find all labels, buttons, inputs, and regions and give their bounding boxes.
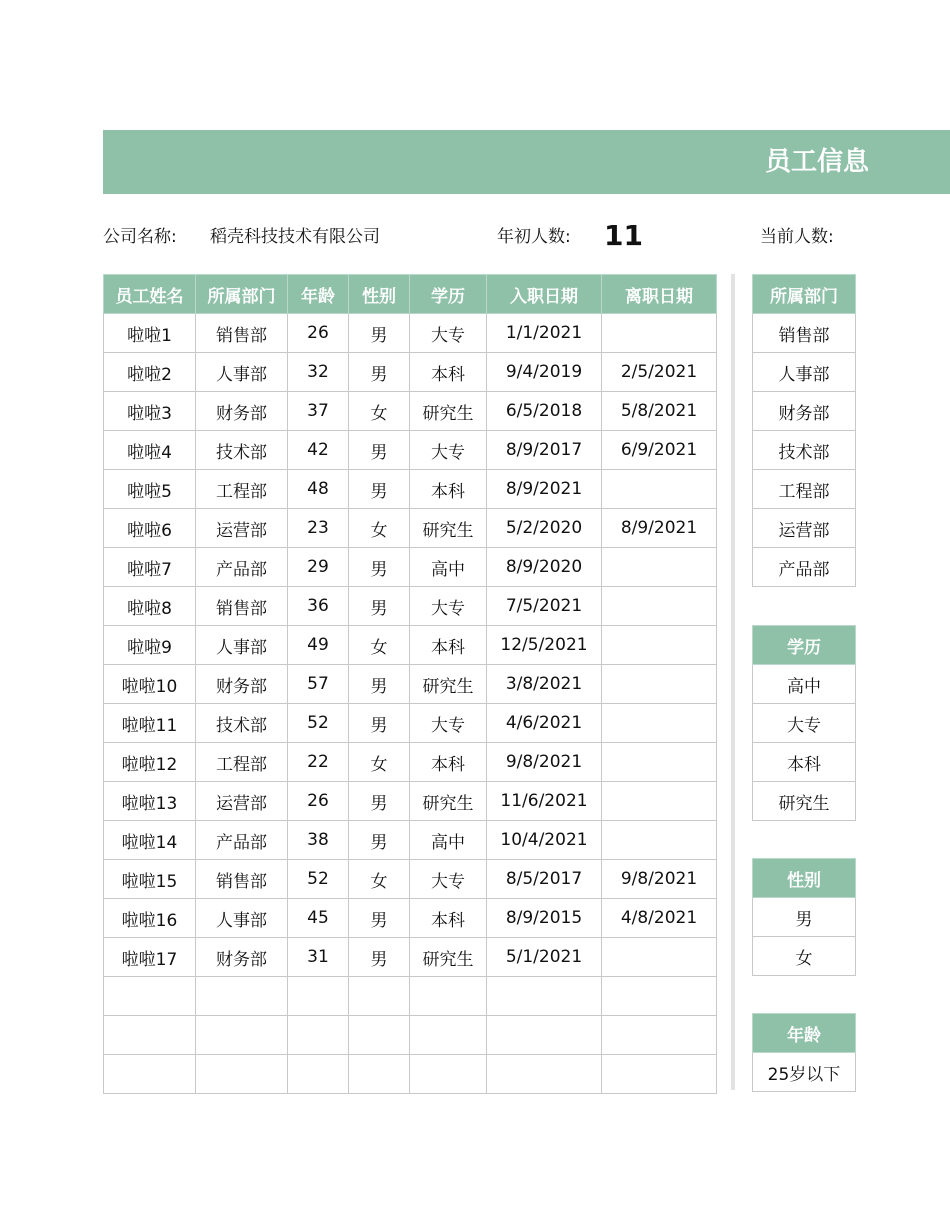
table-cell[interactable]	[602, 665, 717, 704]
table-cell[interactable]: 男	[349, 548, 410, 587]
table-cell[interactable]: 男	[349, 782, 410, 821]
table-cell[interactable]: 财务部	[196, 392, 288, 431]
table-cell[interactable]	[288, 1055, 349, 1094]
table-cell[interactable]: 38	[288, 821, 349, 860]
table-cell[interactable]: 产品部	[196, 821, 288, 860]
table-cell[interactable]: 6/9/2021	[602, 431, 717, 470]
table-row	[104, 548, 717, 587]
table-cell[interactable]: 男	[349, 431, 410, 470]
table-cell[interactable]: 男	[349, 470, 410, 509]
table-cell[interactable]	[410, 1055, 487, 1094]
list-cell[interactable]: 研究生	[753, 782, 856, 821]
table-cell[interactable]: 女	[349, 743, 410, 782]
table-body	[104, 314, 717, 1094]
table-cell[interactable]: 产品部	[196, 548, 288, 587]
table-cell[interactable]: 26	[288, 314, 349, 353]
table-cell[interactable]	[487, 977, 602, 1016]
table-cell[interactable]: 研究生	[410, 665, 487, 704]
gender-list-header: 性别	[753, 859, 856, 898]
list-item	[753, 1053, 856, 1092]
table-row	[104, 704, 717, 743]
table-cell[interactable]: 男	[349, 587, 410, 626]
table-cell[interactable]: 男	[349, 353, 410, 392]
list-item	[753, 548, 856, 587]
table-cell[interactable]: 10/4/2021	[487, 821, 602, 860]
column-divider	[731, 274, 735, 1090]
table-cell[interactable]: 人事部	[196, 899, 288, 938]
column-header: 性别	[349, 275, 410, 314]
table-cell[interactable]	[288, 1016, 349, 1055]
table-cell[interactable]	[602, 470, 717, 509]
table-cell[interactable]: 57	[288, 665, 349, 704]
table-cell[interactable]	[288, 977, 349, 1016]
table-cell[interactable]: 8/9/2021	[602, 509, 717, 548]
table-cell[interactable]: 37	[288, 392, 349, 431]
table-cell[interactable]: 大专	[410, 704, 487, 743]
department-list-header: 所属部门	[753, 275, 856, 314]
table-cell[interactable]: 男	[349, 821, 410, 860]
table-cell[interactable]: 12/5/2021	[487, 626, 602, 665]
table-cell[interactable]	[410, 977, 487, 1016]
table-cell[interactable]: 11/6/2021	[487, 782, 602, 821]
list-cell[interactable]: 销售部	[753, 314, 856, 353]
table-row	[104, 1016, 717, 1055]
table-cell[interactable]	[487, 1016, 602, 1055]
list-item	[753, 704, 856, 743]
list-item	[753, 509, 856, 548]
table-row	[104, 938, 717, 977]
table-cell[interactable]: 研究生	[410, 782, 487, 821]
column-header: 离职日期	[602, 275, 717, 314]
table-cell[interactable]: 技术部	[196, 704, 288, 743]
table-row	[104, 821, 717, 860]
table-cell[interactable]	[196, 1055, 288, 1094]
table-row	[104, 587, 717, 626]
table-row	[104, 977, 717, 1016]
table-cell[interactable]	[349, 977, 410, 1016]
table-cell[interactable]: 3/8/2021	[487, 665, 602, 704]
list-cell[interactable]: 财务部	[753, 392, 856, 431]
column-header: 学历	[410, 275, 487, 314]
table-cell[interactable]: 工程部	[196, 743, 288, 782]
table-cell[interactable]: 人事部	[196, 353, 288, 392]
list-cell[interactable]: 人事部	[753, 353, 856, 392]
gender-list	[752, 858, 856, 976]
table-cell[interactable]: 高中	[410, 548, 487, 587]
list-cell[interactable]: 运营部	[753, 509, 856, 548]
table-row	[104, 431, 717, 470]
table-cell[interactable]: 22	[288, 743, 349, 782]
table-cell[interactable]: 52	[288, 704, 349, 743]
table-row	[104, 470, 717, 509]
age-list	[752, 1013, 856, 1092]
table-row	[104, 353, 717, 392]
title-banner	[103, 130, 950, 194]
table-cell[interactable]	[602, 743, 717, 782]
table-cell[interactable]	[602, 938, 717, 977]
table-cell[interactable]: 本科	[410, 899, 487, 938]
list-item	[753, 743, 856, 782]
table-cell[interactable]	[602, 704, 717, 743]
table-row	[104, 665, 717, 704]
table-cell[interactable]: 1/1/2021	[487, 314, 602, 353]
table-cell[interactable]	[602, 977, 717, 1016]
table-cell[interactable]: 啦啦5	[104, 470, 196, 509]
table-cell[interactable]: 大专	[410, 860, 487, 899]
list-item	[753, 782, 856, 821]
table-cell[interactable]: 啦啦8	[104, 587, 196, 626]
table-cell[interactable]: 5/8/2021	[602, 392, 717, 431]
table-cell[interactable]: 男	[349, 314, 410, 353]
table-cell[interactable]	[104, 1016, 196, 1055]
table-cell[interactable]: 49	[288, 626, 349, 665]
list-item	[753, 470, 856, 509]
table-cell[interactable]: 大专	[410, 314, 487, 353]
table-cell[interactable]: 4/8/2021	[602, 899, 717, 938]
list-item	[753, 937, 856, 976]
table-cell[interactable]	[602, 314, 717, 353]
initial-count-value: 11	[604, 219, 643, 252]
table-cell[interactable]: 男	[349, 665, 410, 704]
table-cell[interactable]: 啦啦17	[104, 938, 196, 977]
list-cell[interactable]: 高中	[753, 665, 856, 704]
column-header: 入职日期	[487, 275, 602, 314]
list-cell[interactable]: 产品部	[753, 548, 856, 587]
table-cell[interactable]: 29	[288, 548, 349, 587]
table-cell[interactable]: 大专	[410, 431, 487, 470]
list-item	[753, 314, 856, 353]
list-cell[interactable]: 男	[753, 898, 856, 937]
table-cell[interactable]: 52	[288, 860, 349, 899]
table-cell[interactable]: 本科	[410, 626, 487, 665]
table-cell[interactable]: 技术部	[196, 431, 288, 470]
table-cell[interactable]: 31	[288, 938, 349, 977]
table-cell[interactable]: 高中	[410, 821, 487, 860]
table-cell[interactable]: 啦啦6	[104, 509, 196, 548]
table-cell[interactable]: 7/5/2021	[487, 587, 602, 626]
table-cell[interactable]: 5/2/2020	[487, 509, 602, 548]
table-cell[interactable]: 财务部	[196, 665, 288, 704]
table-row	[104, 782, 717, 821]
table-cell[interactable]: 女	[349, 392, 410, 431]
list-item	[753, 353, 856, 392]
table-cell[interactable]: 啦啦4	[104, 431, 196, 470]
table-cell[interactable]: 女	[349, 860, 410, 899]
table-cell[interactable]: 男	[349, 899, 410, 938]
table-cell[interactable]: 啦啦11	[104, 704, 196, 743]
table-cell[interactable]	[104, 1055, 196, 1094]
table-cell[interactable]: 研究生	[410, 509, 487, 548]
table-cell[interactable]: 销售部	[196, 860, 288, 899]
table-cell[interactable]: 啦啦10	[104, 665, 196, 704]
table-cell[interactable]: 研究生	[410, 938, 487, 977]
list-cell[interactable]: 技术部	[753, 431, 856, 470]
table-cell[interactable]: 36	[288, 587, 349, 626]
table-cell[interactable]: 本科	[410, 470, 487, 509]
table-row	[104, 899, 717, 938]
column-header: 员工姓名	[104, 275, 196, 314]
table-cell[interactable]: 男	[349, 704, 410, 743]
table-cell[interactable]	[410, 1016, 487, 1055]
table-cell[interactable]: 6/5/2018	[487, 392, 602, 431]
table-cell[interactable]: 啦啦13	[104, 782, 196, 821]
list-item	[753, 898, 856, 937]
table-cell[interactable]	[602, 587, 717, 626]
table-cell[interactable]: 42	[288, 431, 349, 470]
table-cell[interactable]	[602, 1016, 717, 1055]
table-cell[interactable]	[196, 977, 288, 1016]
table-cell[interactable]	[602, 626, 717, 665]
table-cell[interactable]	[602, 782, 717, 821]
table-cell[interactable]: 啦啦7	[104, 548, 196, 587]
table-cell[interactable]	[196, 1016, 288, 1055]
age-list-header: 年龄	[753, 1014, 856, 1053]
list-cell[interactable]: 本科	[753, 743, 856, 782]
table-cell[interactable]	[602, 548, 717, 587]
table-cell[interactable]: 48	[288, 470, 349, 509]
table-row	[104, 1055, 717, 1094]
table-cell[interactable]: 啦啦14	[104, 821, 196, 860]
list-item	[753, 392, 856, 431]
table-cell[interactable]: 啦啦1	[104, 314, 196, 353]
list-item	[753, 665, 856, 704]
department-list	[752, 274, 856, 587]
table-cell[interactable]: 男	[349, 938, 410, 977]
table-cell[interactable]: 女	[349, 626, 410, 665]
list-cell[interactable]: 大专	[753, 704, 856, 743]
table-row	[104, 743, 717, 782]
education-list	[752, 625, 856, 821]
table-cell[interactable]: 啦啦2	[104, 353, 196, 392]
table-row	[104, 509, 717, 548]
column-header: 所属部门	[196, 275, 288, 314]
table-cell[interactable]	[602, 821, 717, 860]
table-cell[interactable]: 32	[288, 353, 349, 392]
table-cell[interactable]: 运营部	[196, 509, 288, 548]
table-row	[104, 860, 717, 899]
initial-count-label: 年初人数:	[497, 227, 571, 247]
table-cell[interactable]: 8/9/2017	[487, 431, 602, 470]
list-cell[interactable]: 工程部	[753, 470, 856, 509]
table-cell[interactable]: 本科	[410, 743, 487, 782]
list-cell[interactable]: 25岁以下	[753, 1053, 856, 1092]
column-header: 年龄	[288, 275, 349, 314]
table-cell[interactable]: 8/9/2015	[487, 899, 602, 938]
table-cell[interactable]	[487, 1055, 602, 1094]
list-item	[753, 431, 856, 470]
table-cell[interactable]: 8/9/2020	[487, 548, 602, 587]
table-cell[interactable]: 运营部	[196, 782, 288, 821]
table-cell[interactable]: 啦啦16	[104, 899, 196, 938]
table-cell[interactable]: 26	[288, 782, 349, 821]
table-cell[interactable]: 4/6/2021	[487, 704, 602, 743]
table-cell[interactable]: 大专	[410, 587, 487, 626]
table-cell[interactable]: 财务部	[196, 938, 288, 977]
table-cell[interactable]: 45	[288, 899, 349, 938]
table-row	[104, 626, 717, 665]
table-cell[interactable]	[349, 1055, 410, 1094]
table-cell[interactable]: 23	[288, 509, 349, 548]
table-header-row	[104, 275, 717, 314]
current-count-label: 当前人数:	[760, 227, 834, 247]
banner-title: 员工信息	[765, 147, 870, 177]
education-list-header: 学历	[753, 626, 856, 665]
table-cell[interactable]: 啦啦9	[104, 626, 196, 665]
table-cell[interactable]: 啦啦12	[104, 743, 196, 782]
table-row	[104, 314, 717, 353]
table-cell[interactable]: 啦啦3	[104, 392, 196, 431]
table-cell[interactable]	[349, 1016, 410, 1055]
table-cell[interactable]: 8/9/2021	[487, 470, 602, 509]
table-cell[interactable]: 女	[349, 509, 410, 548]
table-cell[interactable]: 研究生	[410, 392, 487, 431]
table-cell[interactable]	[104, 977, 196, 1016]
table-cell[interactable]: 本科	[410, 353, 487, 392]
table-row	[104, 392, 717, 431]
table-cell[interactable]: 销售部	[196, 587, 288, 626]
table-cell[interactable]: 8/5/2017	[487, 860, 602, 899]
table-cell[interactable]: 9/8/2021	[487, 743, 602, 782]
table-cell[interactable]	[602, 1055, 717, 1094]
table-cell[interactable]: 啦啦15	[104, 860, 196, 899]
list-cell[interactable]: 女	[753, 937, 856, 976]
company-name: 稻壳科技技术有限公司	[210, 227, 380, 247]
table-cell[interactable]: 2/5/2021	[602, 353, 717, 392]
table-cell[interactable]: 销售部	[196, 314, 288, 353]
company-label: 公司名称:	[103, 227, 177, 247]
table-cell[interactable]: 工程部	[196, 470, 288, 509]
employee-table	[103, 274, 717, 1094]
table-cell[interactable]: 9/8/2021	[602, 860, 717, 899]
table-cell[interactable]: 5/1/2021	[487, 938, 602, 977]
table-cell[interactable]: 9/4/2019	[487, 353, 602, 392]
table-cell[interactable]: 人事部	[196, 626, 288, 665]
